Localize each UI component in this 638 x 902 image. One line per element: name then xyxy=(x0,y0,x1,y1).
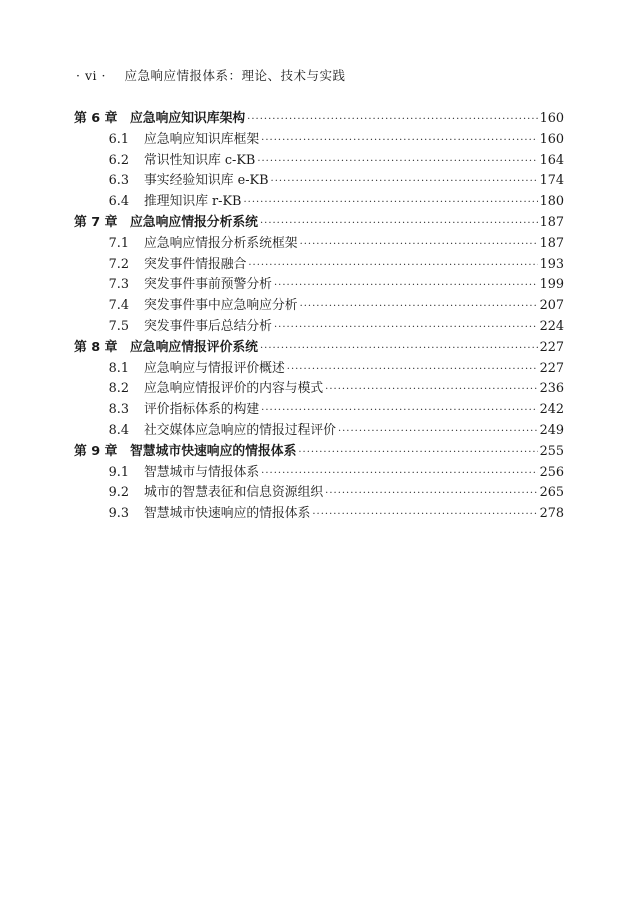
toc-entry-number: 8.4 xyxy=(108,422,129,438)
page-number-label: · vi · xyxy=(76,68,106,83)
toc-chapter-entry[interactable] xyxy=(74,107,564,128)
toc-entry-title: 应急响应情报分析系统 xyxy=(130,214,258,230)
toc-leader-dots xyxy=(271,176,538,187)
toc-entry-number: 第 9 章 xyxy=(74,443,118,459)
toc-entry-number: 6.2 xyxy=(108,152,129,168)
toc-leader-dots xyxy=(300,239,538,250)
toc-entry-title: 突发事件事前预警分析 xyxy=(144,277,272,293)
toc-section-entry[interactable] xyxy=(74,128,564,149)
toc-entry-page: 265 xyxy=(539,485,564,501)
toc-entry-title: 应急响应情报评价系统 xyxy=(130,339,258,355)
toc-leader-dots xyxy=(287,364,538,375)
toc-entry-title: 应急响应与情报评价概述 xyxy=(144,360,285,376)
running-header xyxy=(76,66,345,84)
toc-entry-number: 第 8 章 xyxy=(74,339,118,355)
toc-entry-number: 6.4 xyxy=(108,194,129,210)
toc-entry-title: 应急响应知识库框架 xyxy=(144,131,260,147)
toc-entry-page: 174 xyxy=(539,173,564,189)
toc-entry-page: 180 xyxy=(539,194,564,210)
toc-section-entry[interactable] xyxy=(74,315,564,336)
toc-leader-dots xyxy=(243,197,537,208)
toc-entry-title: 评价指标体系的构建 xyxy=(144,402,260,418)
toc-entry-page: 164 xyxy=(539,152,564,168)
toc-leader-dots xyxy=(274,322,538,333)
toc-entry-title: 社交媒体应急响应的情报过程评价 xyxy=(144,422,336,438)
toc-entry-number: 9.2 xyxy=(108,485,129,501)
toc-entry-title: 突发事件情报融合 xyxy=(144,256,247,272)
toc-entry-title: 智慧城市快速响应的情报体系 xyxy=(130,443,297,459)
toc-entry-title: 应急响应情报评价的内容与模式 xyxy=(144,381,324,397)
toc-section-entry[interactable] xyxy=(74,232,564,253)
table-of-contents xyxy=(74,107,564,523)
toc-entry-page: 199 xyxy=(539,277,564,293)
toc-entry-number: 8.2 xyxy=(108,381,129,397)
toc-entry-page: 187 xyxy=(539,235,564,251)
toc-section-entry[interactable] xyxy=(74,294,564,315)
toc-entry-number: 第 6 章 xyxy=(74,111,118,126)
toc-entry-number: 8.3 xyxy=(108,402,129,418)
toc-entry-page: 193 xyxy=(539,256,564,272)
toc-section-entry[interactable] xyxy=(74,169,564,190)
toc-chapter-entry[interactable] xyxy=(74,440,564,461)
toc-leader-dots xyxy=(312,509,537,520)
toc-leader-dots xyxy=(261,405,537,416)
toc-leader-dots xyxy=(260,218,538,229)
toc-entry-number: 9.1 xyxy=(108,464,129,480)
toc-entry-title: 事实经验知识库 e-KB xyxy=(144,173,269,189)
toc-entry-number: 第 7 章 xyxy=(74,214,118,230)
toc-leader-dots xyxy=(247,114,537,125)
toc-entry-number: 7.5 xyxy=(108,318,129,334)
toc-section-entry[interactable] xyxy=(74,502,564,523)
toc-chapter-entry[interactable] xyxy=(74,336,564,357)
toc-entry-page: 187 xyxy=(539,214,564,230)
toc-leader-dots xyxy=(298,447,537,458)
toc-entry-page: 256 xyxy=(539,464,564,480)
toc-leader-dots xyxy=(260,343,538,354)
toc-section-entry[interactable] xyxy=(74,357,564,378)
toc-chapter-entry[interactable] xyxy=(74,211,564,232)
toc-leader-dots xyxy=(338,426,538,437)
toc-entry-title: 突发事件事后总结分析 xyxy=(144,318,272,334)
toc-section-entry[interactable] xyxy=(74,398,564,419)
toc-entry-page: 249 xyxy=(539,422,564,438)
toc-entry-page: 236 xyxy=(539,381,564,397)
toc-section-entry[interactable] xyxy=(74,273,564,294)
toc-leader-dots xyxy=(325,384,537,395)
toc-entry-title: 突发事件事中应急响应分析 xyxy=(144,298,298,314)
toc-entry-page: 207 xyxy=(539,298,564,314)
toc-leader-dots xyxy=(257,156,537,167)
toc-entry-number: 8.1 xyxy=(108,360,129,376)
toc-leader-dots xyxy=(261,135,537,146)
toc-section-entry[interactable] xyxy=(74,149,564,170)
toc-entry-title: 城市的智慧表征和信息资源组织 xyxy=(144,485,324,501)
toc-entry-page: 224 xyxy=(539,318,564,334)
toc-entry-number: 9.3 xyxy=(108,506,129,522)
toc-section-entry[interactable] xyxy=(74,461,564,482)
toc-section-entry[interactable] xyxy=(74,481,564,502)
toc-entry-title: 应急响应知识库架构 xyxy=(130,111,246,126)
book-title: 应急响应情报体系：理论、技术与实践 xyxy=(124,68,346,83)
toc-section-entry[interactable] xyxy=(74,253,564,274)
toc-section-entry[interactable] xyxy=(74,419,564,440)
toc-leader-dots xyxy=(300,301,538,312)
toc-entry-number: 7.2 xyxy=(108,256,129,272)
toc-entry-page: 278 xyxy=(539,506,564,522)
toc-entry-page: 160 xyxy=(539,131,564,147)
toc-entry-title: 推理知识库 r-KB xyxy=(144,194,242,210)
toc-entry-title: 应急响应情报分析系统框架 xyxy=(144,235,298,251)
toc-leader-dots xyxy=(248,260,537,271)
toc-entry-number: 6.3 xyxy=(108,173,129,189)
toc-entry-page: 227 xyxy=(539,360,564,376)
toc-leader-dots xyxy=(325,488,537,499)
toc-entry-page: 242 xyxy=(539,402,564,418)
toc-entry-page: 255 xyxy=(539,443,564,459)
toc-section-entry[interactable] xyxy=(74,377,564,398)
toc-entry-number: 6.1 xyxy=(108,131,129,147)
toc-entry-title: 智慧城市与情报体系 xyxy=(144,464,260,480)
toc-entry-title: 常识性知识库 c-KB xyxy=(144,152,256,168)
toc-leader-dots xyxy=(261,468,537,479)
toc-entry-number: 7.4 xyxy=(108,298,129,314)
toc-entry-page: 227 xyxy=(539,339,564,355)
toc-entry-page: 160 xyxy=(539,111,564,126)
toc-entry-title: 智慧城市快速响应的情报体系 xyxy=(144,506,311,522)
toc-leader-dots xyxy=(274,280,538,291)
toc-entry-number: 7.3 xyxy=(108,277,129,293)
toc-entry-number: 7.1 xyxy=(108,235,129,251)
toc-section-entry[interactable] xyxy=(74,190,564,211)
